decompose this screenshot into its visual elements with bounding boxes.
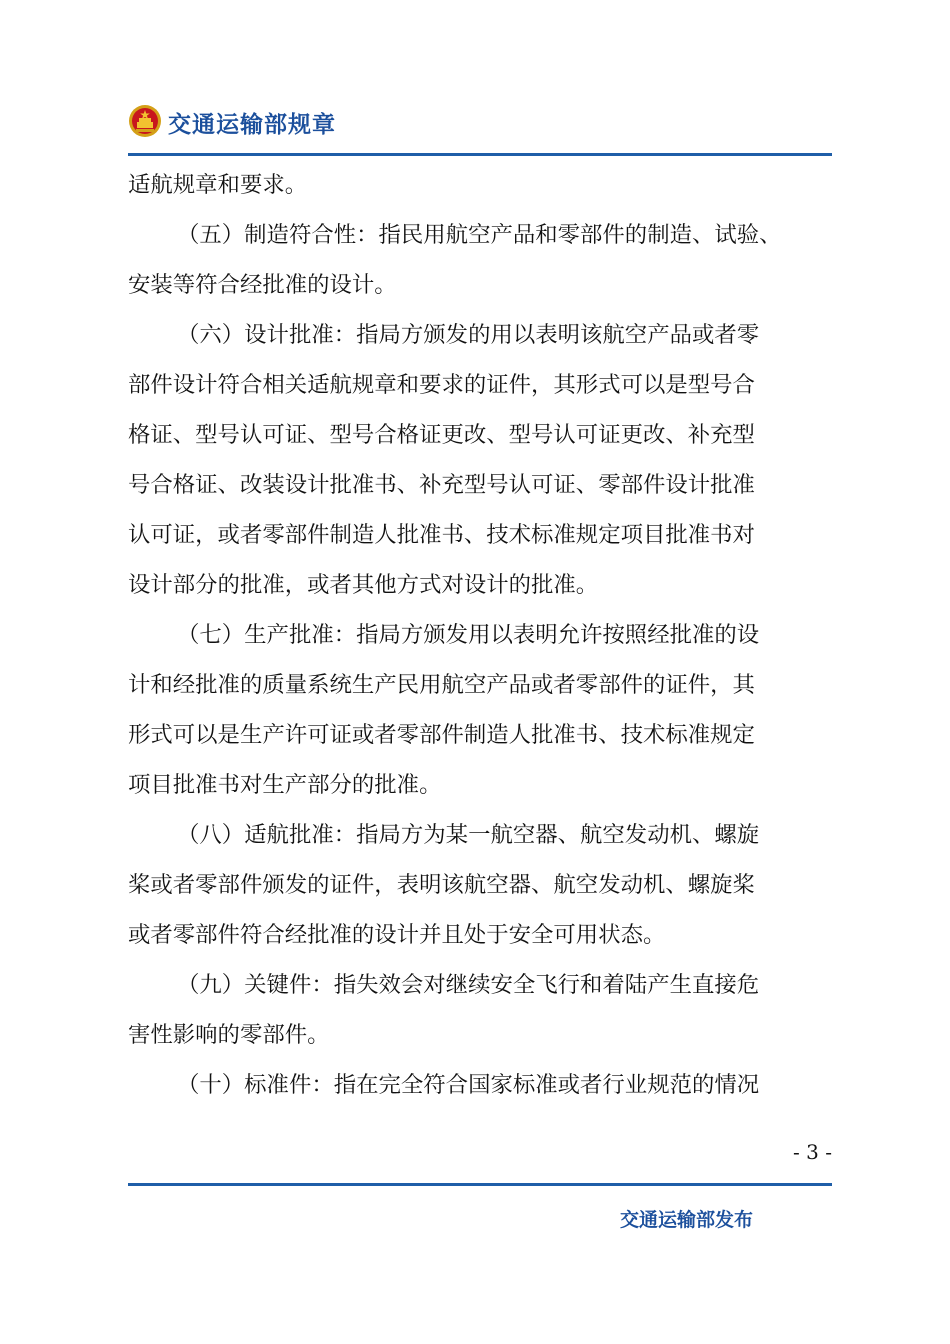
text-line: （六）设计批准：指局方颁发的用以表明该航空产品或者零 bbox=[177, 322, 760, 348]
footer-divider bbox=[128, 1183, 832, 1186]
text-line: 号合格证、改装设计批准书、补充型号认可证、零部件设计批准 bbox=[128, 472, 755, 498]
header-title: 交通运输部规章 bbox=[168, 112, 336, 138]
text-line: （七）生产批准：指局方颁发用以表明允许按照经批准的设 bbox=[177, 622, 760, 648]
text-line: （八）适航批准：指局方为某一航空器、航空发动机、螺旋 bbox=[177, 822, 760, 848]
footer-title: 交通运输部发布 bbox=[620, 1209, 754, 1231]
text-line: 桨或者零部件颁发的证件，表明该航空器、航空发动机、螺旋桨 bbox=[128, 872, 755, 898]
text-line: 设计部分的批准，或者其他方式对设计的批准。 bbox=[128, 572, 599, 598]
page-number: - 3 - bbox=[793, 1140, 832, 1164]
text-line: 格证、型号认可证、型号合格证更改、型号认可证更改、补充型 bbox=[128, 422, 755, 448]
text-line: 计和经批准的质量系统生产民用航空产品或者零部件的证件，其 bbox=[128, 672, 755, 698]
page-header bbox=[128, 100, 832, 160]
text-line: （十）标准件：指在完全符合国家标准或者行业规范的情况 bbox=[177, 1072, 760, 1098]
text-line: 认可证，或者零部件制造人批准书、技术标准规定项目批准书对 bbox=[128, 522, 755, 548]
text-line: （五）制造符合性：指民用航空产品和零部件的制造、试验、 bbox=[177, 222, 782, 248]
text-line: 或者零部件符合经批准的设计并且处于安全可用状态。 bbox=[128, 922, 666, 948]
header-divider bbox=[128, 153, 832, 156]
national-emblem-icon bbox=[128, 104, 162, 138]
document-body bbox=[128, 160, 832, 1110]
text-line: 安装等符合经批准的设计。 bbox=[128, 272, 397, 298]
text-line: 部件设计符合相关适航规章和要求的证件，其形式可以是型号合 bbox=[128, 372, 755, 398]
text-line: （九）关键件：指失效会对继续安全飞行和着陆产生直接危 bbox=[177, 972, 760, 998]
text-line: 适航规章和要求。 bbox=[128, 172, 308, 198]
text-line: 项目批准书对生产部分的批准。 bbox=[128, 772, 442, 798]
text-line: 形式可以是生产许可证或者零部件制造人批准书、技术标准规定 bbox=[128, 722, 755, 748]
text-line: 害性影响的零部件。 bbox=[128, 1022, 330, 1048]
